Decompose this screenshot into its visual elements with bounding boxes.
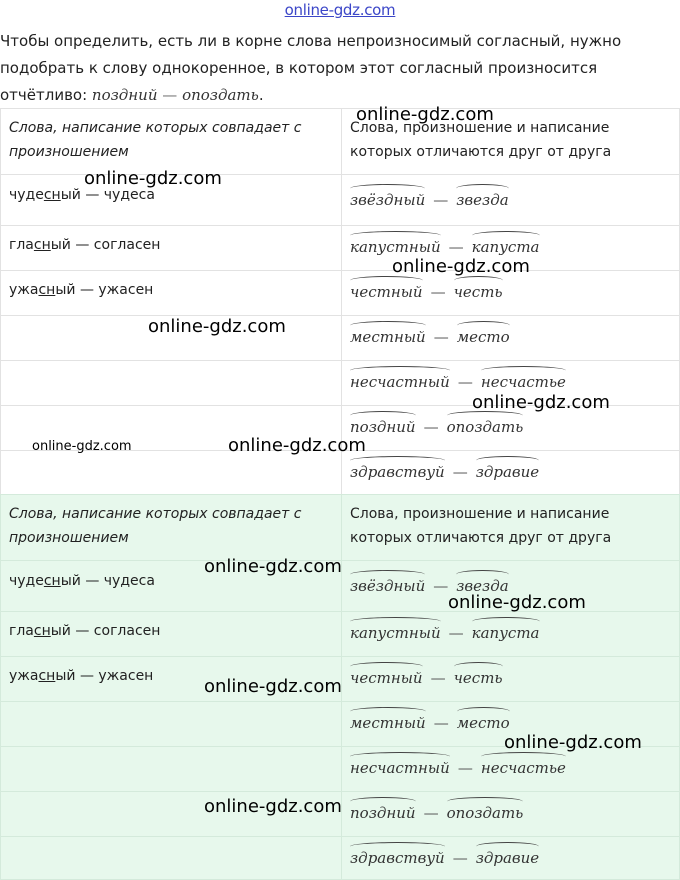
- intro-end: .: [258, 86, 264, 104]
- word-2: опоздать: [446, 418, 524, 436]
- left-cell: [1, 612, 342, 657]
- watermark: online-gdz.com: [472, 392, 610, 413]
- word-underlined: сн: [33, 237, 51, 253]
- word-1: здравствуй: [350, 849, 445, 867]
- word-1: честный: [350, 669, 423, 687]
- right-cell: [342, 747, 680, 792]
- dash: —: [433, 577, 449, 595]
- header-right: Слова, произношение и написание которых отличаются друг от друга: [342, 109, 680, 175]
- word-underlined: сн: [38, 668, 56, 684]
- watermark: online-gdz.com: [204, 796, 342, 817]
- header-right: Слова, произношение и написание которых отличаются друг от друга: [342, 495, 680, 561]
- left-cell: [1, 271, 342, 316]
- word-1: звёздный: [350, 577, 426, 595]
- word-part: ый — согласен: [50, 237, 161, 253]
- watermark: online-gdz.com: [448, 592, 586, 613]
- watermark: online-gdz.com: [204, 676, 342, 697]
- word-underlined: сн: [43, 573, 61, 589]
- dash: —: [430, 283, 446, 301]
- intro-example-b: опоздать: [182, 86, 259, 104]
- watermark: online-gdz.com: [148, 316, 286, 337]
- word-2: честь: [453, 283, 503, 301]
- word-2: несчастье: [480, 373, 566, 391]
- right-cell: [342, 837, 680, 880]
- intro-text: Чтобы определить, есть ли в корне слова непроизносимый согласный, нужно подобрать к слову однокоренное, в котором этот согласный произносится отчётливо:: [0, 32, 622, 104]
- dash: —: [423, 804, 439, 822]
- word-part: ый — согласен: [50, 623, 161, 639]
- word-2: честь: [453, 669, 503, 687]
- word-underlined: сн: [33, 623, 51, 639]
- dash: —: [457, 759, 473, 777]
- word-part: ый — ужасен: [55, 282, 154, 298]
- right-cell: [342, 657, 680, 702]
- watermark: online-gdz.com: [392, 256, 530, 277]
- left-cell-empty: [1, 702, 342, 747]
- site-header: [0, 0, 680, 24]
- word-2: капуста: [471, 238, 540, 256]
- word-1: здравствуй: [350, 463, 445, 481]
- dash: —: [448, 238, 464, 256]
- dash: —: [433, 191, 449, 209]
- left-cell: [1, 226, 342, 271]
- intro-example-a: поздний: [91, 86, 158, 104]
- right-cell: [342, 175, 680, 226]
- word-2: капуста: [471, 624, 540, 642]
- word-2: звезда: [456, 577, 509, 595]
- word-part: ый — ужасен: [55, 668, 154, 684]
- dash: —: [448, 624, 464, 642]
- word-1: звёздный: [350, 191, 426, 209]
- word-part: гла: [9, 623, 34, 639]
- dash: —: [452, 463, 468, 481]
- word-1: капустный: [350, 238, 441, 256]
- word-1: честный: [350, 283, 423, 301]
- watermark: online-gdz.com: [228, 435, 366, 456]
- word-1: несчастный: [350, 759, 450, 777]
- word-1: местный: [350, 714, 426, 732]
- watermark: online-gdz.com: [204, 556, 342, 577]
- left-cell-empty: [1, 837, 342, 880]
- watermark: online-gdz.com: [356, 104, 494, 125]
- word-2: здравие: [475, 463, 540, 481]
- watermark: online-gdz.com: [32, 439, 132, 454]
- word-part: ужа: [9, 668, 39, 684]
- dash: —: [430, 669, 446, 687]
- right-cell: [342, 271, 680, 316]
- right-cell: [342, 316, 680, 361]
- word-2: звезда: [456, 191, 509, 209]
- word-2: место: [456, 714, 510, 732]
- left-cell-empty: [1, 361, 342, 406]
- site-link[interactable]: online-gdz.com: [284, 1, 396, 19]
- left-cell-empty: [1, 451, 342, 496]
- right-cell: [342, 792, 680, 837]
- dash: —: [452, 849, 468, 867]
- word-part: чуде: [9, 573, 44, 589]
- word-part: чуде: [9, 187, 44, 203]
- word-1: поздний: [350, 418, 416, 436]
- watermark: online-gdz.com: [84, 168, 222, 189]
- left-cell-empty: [1, 747, 342, 792]
- watermark: online-gdz.com: [504, 732, 642, 753]
- word-1: местный: [350, 328, 426, 346]
- header-left: Слова, написание которых совпадает с произношением: [1, 495, 342, 561]
- header-left: Слова, написание которых совпадает с произношением: [1, 109, 342, 175]
- dash: —: [423, 418, 439, 436]
- word-1: несчастный: [350, 373, 450, 391]
- word-2: несчастье: [480, 759, 566, 777]
- word-2: место: [456, 328, 510, 346]
- word-part: ый — чудеса: [60, 187, 155, 203]
- right-cell: [342, 612, 680, 657]
- word-part: ый — чудеса: [60, 573, 155, 589]
- dash: —: [457, 373, 473, 391]
- right-cell: [342, 451, 680, 496]
- intro-dash: —: [162, 86, 178, 104]
- word-underlined: сн: [38, 282, 56, 298]
- word-2: здравие: [475, 849, 540, 867]
- word-part: ужа: [9, 282, 39, 298]
- intro-paragraph: [0, 28, 680, 109]
- dash: —: [433, 328, 449, 346]
- dash: —: [433, 714, 449, 732]
- word-2: опоздать: [446, 804, 524, 822]
- word-part: гла: [9, 237, 34, 253]
- word-underlined: сн: [43, 187, 61, 203]
- word-1: поздний: [350, 804, 416, 822]
- word-1: капустный: [350, 624, 441, 642]
